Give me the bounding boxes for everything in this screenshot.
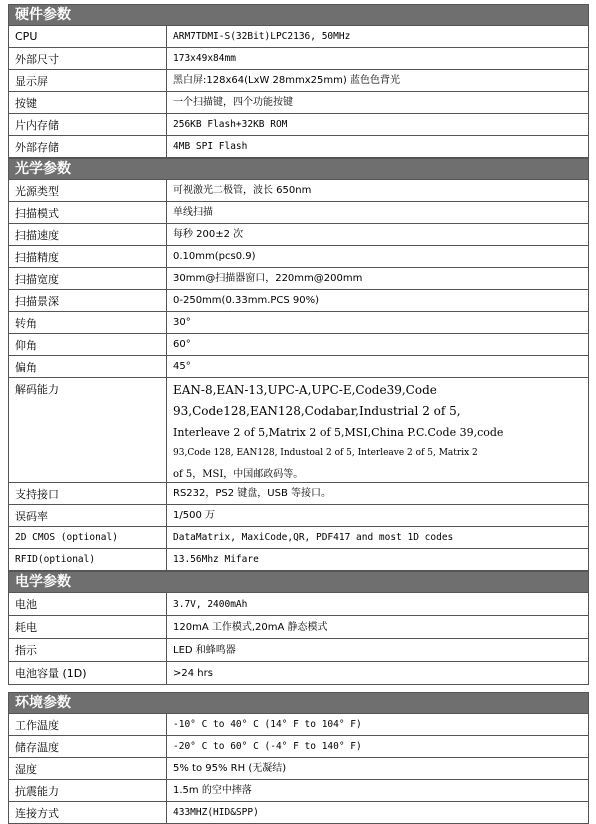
row-label: 耗电 (9, 616, 167, 638)
row-label: 扫描景深 (9, 290, 167, 311)
table-row (9, 378, 588, 483)
row-label: 支持接口 (9, 483, 167, 504)
row-label: 仰角 (9, 334, 167, 355)
table-row (9, 758, 588, 780)
row-label: 扫描宽度 (9, 268, 167, 289)
table-row (9, 224, 588, 246)
row-value: -10° C to 40° C (14° F to 104° F) (173, 719, 362, 730)
row-label: 工作温度 (9, 714, 167, 735)
row-label: 误码率 (9, 505, 167, 526)
table-row (9, 312, 588, 334)
row-value: 30mm@扫描器窗口，220mm@200mm (173, 273, 363, 284)
row-label: 湿度 (9, 758, 167, 779)
decode-line: EAN-8,EAN-13,UPC-A,UPC-E,Code39,Code (173, 383, 437, 397)
row-label: 显示屏 (9, 70, 167, 91)
table-row (9, 662, 588, 685)
row-value: 120mA 工作模式,20mA 静态模式 (173, 621, 328, 633)
section-title: 环境参数 (9, 693, 588, 714)
table-row (9, 290, 588, 312)
table-row (9, 356, 588, 378)
section-title: 光学参数 (9, 159, 588, 180)
table-row (9, 268, 588, 290)
section-hardware (8, 4, 589, 158)
row-label: CPU (9, 26, 167, 47)
table-row (9, 70, 588, 92)
row-label: 转角 (9, 312, 167, 333)
table-row (9, 714, 588, 736)
table-row (9, 549, 588, 571)
decode-line: of 5，MSI，中国邮政码等。 (173, 469, 304, 480)
row-label: 片内存储 (9, 114, 167, 135)
table-row (9, 616, 588, 639)
row-value: 433MHZ(HID&SPP) (173, 807, 259, 818)
decode-line: Interleave 2 of 5,Matrix 2 of 5,MSI,China P.C.Code 39,code (173, 426, 504, 439)
row-value: ARM7TDMI-S(32Bit)LPC2136, 50MHz (173, 31, 351, 42)
table-row (9, 639, 588, 662)
table-row (9, 92, 588, 114)
row-label: 储存温度 (9, 736, 167, 757)
row-value: LED 和蜂鸣器 (173, 644, 236, 656)
table-row (9, 334, 588, 356)
row-value: 每秒 200±2 次 (173, 229, 244, 240)
row-value: 13.56Mhz Mifare (173, 554, 259, 565)
row-value: >24 hrs (173, 667, 213, 679)
spec-sheet (8, 4, 589, 824)
table-row (9, 202, 588, 224)
section-title: 硬件参数 (9, 5, 588, 26)
table-row (9, 780, 588, 802)
row-label: 指示 (9, 639, 167, 661)
table-row (9, 180, 588, 202)
row-value: 黑白屏:128x64(LxW 28mmx25mm) 蓝色色背光 (173, 75, 400, 86)
row-label: RFID(optional) (9, 549, 167, 570)
row-value: 1.5m 的空中摔落 (173, 785, 252, 796)
table-row (9, 136, 588, 158)
row-label: 扫描精度 (9, 246, 167, 267)
row-value: 256KB Flash+32KB ROM (173, 119, 288, 130)
table-row (9, 483, 588, 505)
row-value: 0-250mm(0.33mm.PCS 90%) (173, 295, 320, 306)
row-label: 2D CMOS (optional) (9, 527, 167, 548)
row-label: 连接方式 (9, 802, 167, 823)
table-row (9, 26, 588, 48)
row-label: 偏角 (9, 356, 167, 377)
decode-line: 93,Code 128, EAN128, Industoal 2 of 5, Interleave 2 of 5, Matrix 2 (173, 448, 478, 458)
row-label: 电池 (9, 593, 167, 615)
row-value: 单线扫描 (173, 207, 213, 218)
row-value: 一个扫描键，四个功能按键 (173, 97, 293, 108)
row-value: 1/500 万 (173, 510, 215, 521)
row-label: 外部尺寸 (9, 48, 167, 69)
table-row (9, 802, 588, 824)
decode-capability (167, 378, 588, 482)
table-row (9, 246, 588, 268)
section-optical (8, 158, 589, 571)
table-row (9, 114, 588, 136)
section-title: 电学参数 (9, 572, 588, 593)
table-row (9, 736, 588, 758)
row-value: 4MB SPI Flash (173, 141, 248, 152)
row-label: 扫描模式 (9, 202, 167, 223)
table-row (9, 48, 588, 70)
row-value: 3.7V, 2400mAh (173, 598, 248, 610)
table-row (9, 593, 588, 616)
row-label: 扫描速度 (9, 224, 167, 245)
table-row (9, 505, 588, 527)
row-label: 外部存储 (9, 136, 167, 157)
decode-line: 93,Code128,EAN128,Codabar,Industrial 2 of 5, (173, 404, 461, 418)
row-value: 5% to 95% RH (无凝结) (173, 763, 287, 774)
row-value: 173x49x84mm (173, 53, 236, 64)
row-value: -20° C to 60° C (-4° F to 140° F) (173, 741, 362, 752)
row-value: 可视激光二极管，波长 650nm (173, 185, 312, 196)
row-label: 按键 (9, 92, 167, 113)
row-value: DataMatrix, MaxiCode,QR, PDF417 and most 1D codes (173, 532, 454, 543)
row-value: 45° (173, 361, 191, 372)
row-label: 解码能力 (9, 378, 167, 482)
row-label: 光源类型 (9, 180, 167, 201)
row-value: 0.10mm(pcs0.9) (173, 251, 256, 262)
row-value: 60° (173, 339, 191, 350)
row-value: 30° (173, 317, 191, 328)
row-label: 抗震能力 (9, 780, 167, 801)
table-row (9, 527, 588, 549)
row-label: 电池容量 (1D) (9, 662, 167, 684)
section-environment (8, 692, 589, 824)
row-value: RS232，PS2 键盘，USB 等接口。 (173, 488, 332, 499)
section-electrical (8, 571, 589, 685)
